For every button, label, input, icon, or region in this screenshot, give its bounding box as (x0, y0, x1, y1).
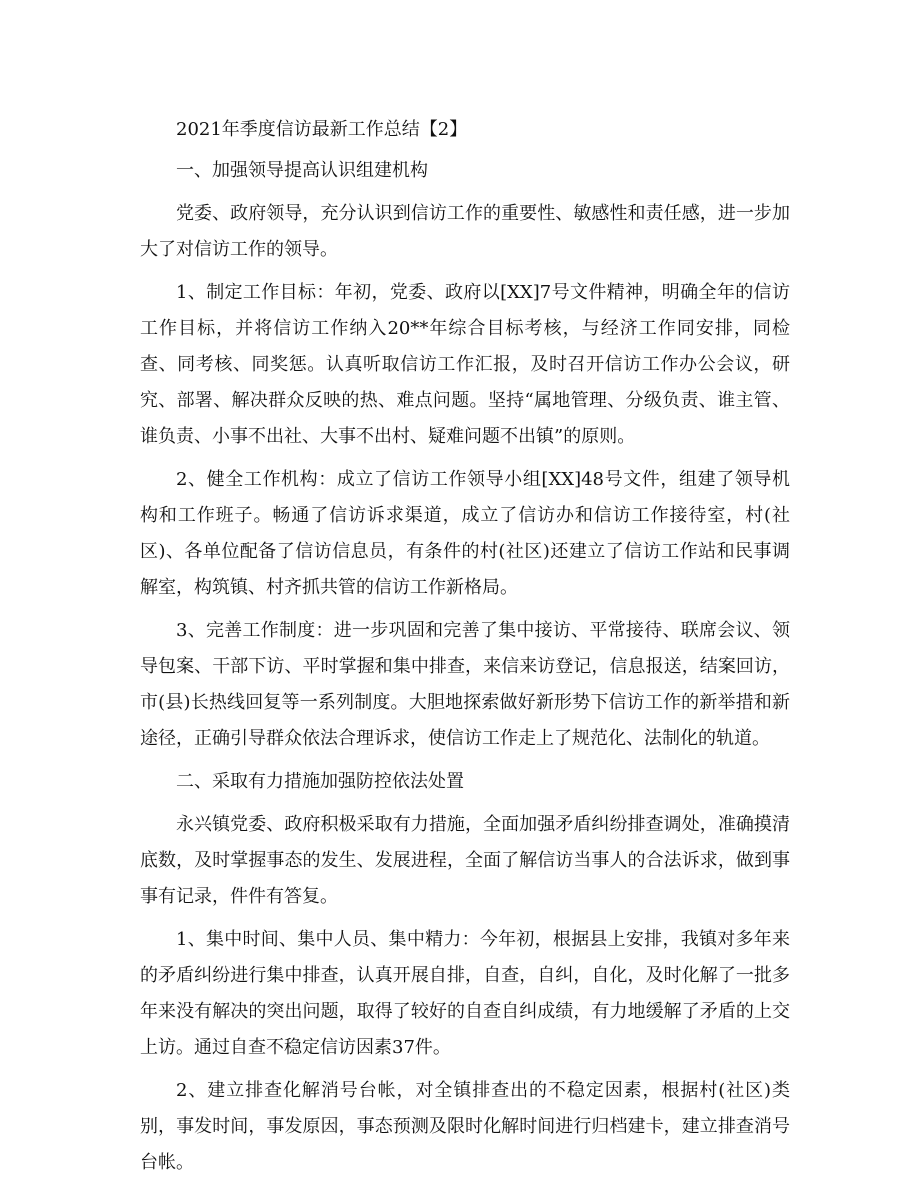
document-title: 2021年季度信访最新工作总结【2】 (176, 119, 468, 140)
paragraph: 3、完善工作制度：进一步巩固和完善了集中接访、平常接待、联席会议、领导包案、干部下访、平时掌握和集中排查，来信来访登记，信息报送，结案回访，市(县)长热线回复等一系列制度。大胆地探索做好新形势下信访工作的新举措和新途径，正确引导群众依法合理诉求，使信访工作走上了规范化、法制化的轨道。 (140, 620, 790, 749)
section-heading-2: 二、采取有力措施加强防控依法处置 (176, 771, 464, 792)
paragraph: 永兴镇党委、政府积极采取有力措施，全面加强矛盾纠纷排查调处，准确摸清底数，及时掌握事态的发生、发展进程，全面了解信访当事人的合法诉求，做到事事有记录，件件有答复。 (140, 814, 790, 907)
paragraph: 2、健全工作机构：成立了信访工作领导小组[XX]48号文件，组建了领导机构和工作班子。畅通了信访诉求渠道，成立了信访办和信访工作接待室，村(社区)、各单位配备了信访信息员，有条件的村(社区)还建立了信访工作站和民事调解室，构筑镇、村齐抓共管的信访工作新格局。 (140, 469, 790, 598)
paragraph: 1、制定工作目标：年初，党委、政府以[XX]7号文件精神，明确全年的信访工作目标，并将信访工作纳入20**年综合目标考核，与经济工作同安排，同检查、同考核、同奖惩。认真听取信访工作汇报，及时召开信访工作办公会议，研究、部署、解决群众反映的热、难点问题。坚持“属地管理、分级负责、谁主管、谁负责、小事不出社、大事不出村、疑难问题不出镇”的原则。 (140, 282, 790, 447)
paragraph: 2、建立排查化解消号台帐，对全镇排查出的不稳定因素，根据村(社区)类别，事发时间，事发原因，事态预测及限时化解时间进行归档建卡，建立排查消号台帐。 (140, 1080, 790, 1173)
paragraph: 1、集中时间、集中人员、集中精力：今年初，根据县上安排，我镇对多年来的矛盾纠纷进行集中排查，认真开展自排，自查，自纠，自化，及时化解了一批多年来没有解决的突出问题，取得了较好的自查自纠成绩，有力地缓解了矛盾的上交上访。通过自查不稳定信访因素37件。 (140, 929, 790, 1058)
document-body (140, 112, 790, 1188)
section-heading-1: 一、加强领导提高认识组建机构 (176, 160, 428, 181)
paragraph: 党委、政府领导，充分认识到信访工作的重要性、敏感性和责任感，进一步加大了对信访工作的领导。 (140, 203, 790, 260)
